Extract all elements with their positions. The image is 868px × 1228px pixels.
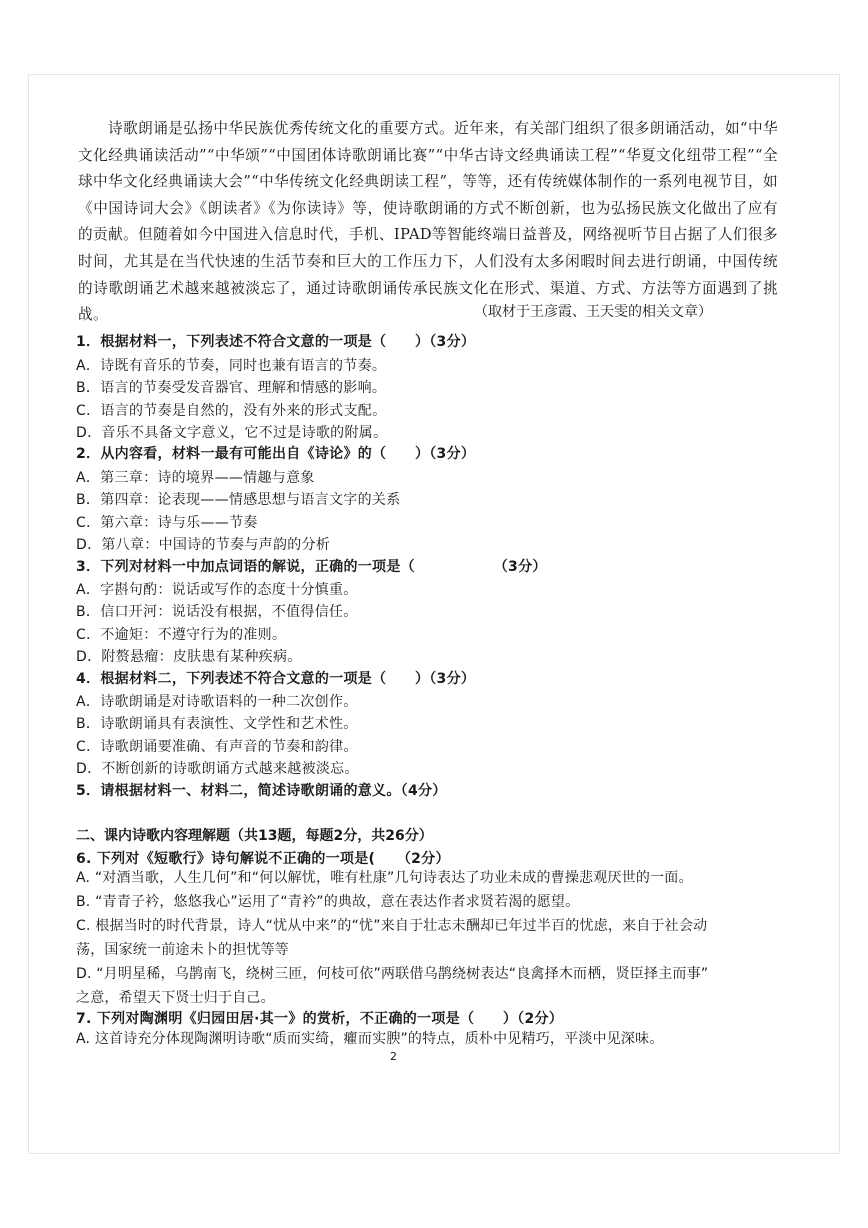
- question-2-option-c: C．第六章：诗与乐——节奏: [76, 515, 258, 531]
- question-4-option-b: B．诗歌朗诵具有表演性、文学性和艺术性。: [76, 716, 358, 732]
- question-4-stem: 4．根据材料二，下列表述不符合文意的一项是（ ）（3分）: [76, 671, 476, 687]
- question-3-option-a: A．字斟句酌：说话或写作的态度十分慎重。: [76, 582, 358, 598]
- question-3-option-b: B．信口开河：说话没有根据，不值得信任。: [76, 604, 358, 620]
- question-4-option-a: A．诗歌朗诵是对诗歌语料的一种二次创作。: [76, 694, 358, 710]
- question-6-option-c: [76, 914, 776, 938]
- question-1-option-d: D．音乐不具备文字意义，它不过是诗歌的附属。: [76, 425, 388, 441]
- question-6-option-d: D. “月明星稀，乌鹊南飞，绕树三匝，何枝可依”两联借乌鹊绕树表达“良禽择木而栖，贤臣择主而事”: [76, 966, 709, 982]
- passage-source: （取材于王彦霞、王天雯的相关文章）: [474, 304, 712, 320]
- section-2-title: 二、课内诗歌内容理解题（共13题，每题2分，共26分）: [76, 828, 433, 844]
- question-1-option-b: B．语言的节奏受发音器官、理解和情感的影响。: [76, 380, 387, 396]
- question-6-option-c-cont: 荡，国家统一前途未卜的担忧等等: [76, 942, 289, 958]
- question-3-option-c: C．不逾矩：不遵守行为的准则。: [76, 627, 287, 643]
- question-7-stem: 7. 下列对陶渊明《归园田居·其一》的赏析，不正确的一项是（ ）（2分）: [76, 1011, 564, 1027]
- passage-text: 诗歌朗诵是弘扬中华民族优秀传统文化的重要方式。近年来，有关部门组织了很多朗诵活动，如“中华文化经典诵读活动”“中华颂”“中国团体诗歌朗诵比赛”“中华古诗文经典诵读工程”“华夏文化纽带工程”“全球中华文化经典诵读大会”“中华传统文化经典朗读工程”，等等，还有传统媒体制作的一系列电视节目，如《中国诗词大会》《朗读者》《为你读诗》等，使诗歌朗诵的方式不断创新，也为弘扬民族文化做出了应有的贡献。但随着如今中国进入信息时代，手机、IPAD等智能终端日益普及，网络视听节目占据了人们很多时间，尤其是在当代快速的生活节奏和巨大的工作压力下，人们没有太多闲暇时间去进行朗诵，中国传统的诗歌朗诵艺术越来越被淡忘了，通过诗歌朗诵传承民族文化在形式、渠道、方式、方法等方面遇到了挑战。: [78, 120, 778, 324]
- question-6-option-a: A. “对酒当歌，人生几何”和“何以解忧，唯有杜康”几句诗表达了功业未成的曹操悲观厌世的一面。: [76, 870, 693, 886]
- question-3-stem: 3．下列对材料一中加点词语的解说，正确的一项是（ （3分）: [76, 559, 547, 575]
- question-2-option-a: A．第三章：诗的境界——情趣与意象: [76, 470, 315, 486]
- question-6-option-c-line1: C. 根据当时的时代背景，诗人“忧从中来”的“忧”来自于壮志未酬却已年过半百的忧虑，来自于社会动: [76, 918, 708, 934]
- question-4-option-c: C．诗歌朗诵要准确、有声音的节奏和韵律。: [76, 739, 358, 755]
- question-1-option-a: A．诗既有音乐的节奏，同时也兼有语言的节奏。: [76, 358, 387, 374]
- question-5-stem: 5．请根据材料一、材料二，简述诗歌朗诵的意义。（4分）: [76, 783, 447, 799]
- page-number: 2: [390, 1050, 397, 1063]
- question-4-option-d: D．不断创新的诗歌朗诵方式越来越被淡忘。: [76, 761, 359, 777]
- question-1-option-c: C．语言的节奏是自然的，没有外来的形式支配。: [76, 403, 387, 419]
- question-6-option-b: B. “青青子衿，悠悠我心”运用了“青衿”的典故，意在表达作者求贤若渴的愿望。: [76, 894, 580, 910]
- question-6-option-d-cont: 之意，希望天下贤士归于自己。: [76, 990, 275, 1006]
- question-3-option-d: D．附赘悬瘤：皮肤患有某种疾病。: [76, 649, 302, 665]
- question-2-stem: 2．从内容看，材料一最有可能出自《诗论》的（ ）（3分）: [76, 446, 476, 462]
- passage-paragraph: [78, 116, 778, 329]
- question-2-option-b: B．第四章：论表现——情感思想与语言文字的关系: [76, 492, 401, 508]
- question-6-stem: 6. 下列对《短歌行》诗句解说不正确的一项是( （2分）: [76, 851, 450, 867]
- question-2-option-d: D．第八章：中国诗的节奏与声韵的分析: [76, 537, 331, 553]
- question-7-option-a: A. 这首诗充分体现陶渊明诗歌“质而实绮，癯而实腴”的特点，质朴中见精巧，平淡中见深味。: [76, 1031, 664, 1047]
- question-1-stem: 1．根据材料一，下列表述不符合文意的一项是（ ）（3分）: [76, 334, 476, 350]
